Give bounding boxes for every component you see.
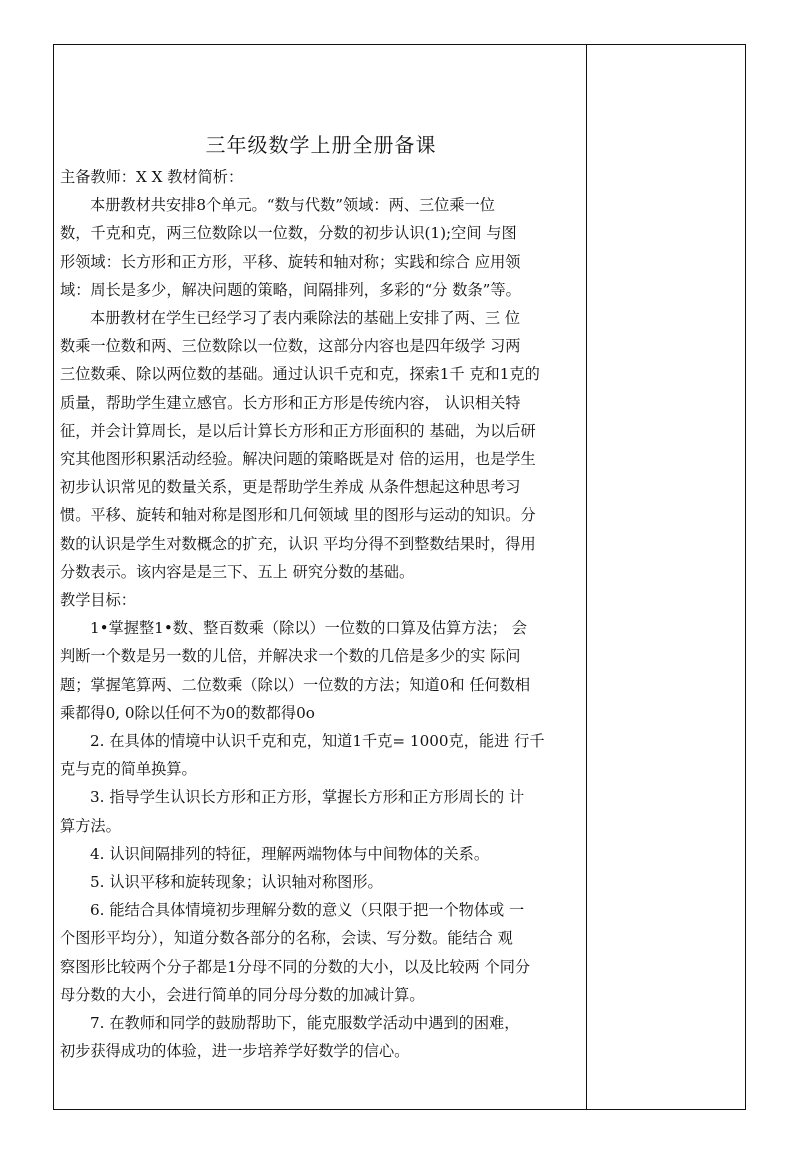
text-line: 数，千克和克，两三位数除以一位数，分数的初步认识(1);空间 与图 [60,224,517,243]
text-line: 本册教材共安排8个单元。“数与代数”领域：两、三位乘一位 [90,196,495,215]
text-line: 征，并会计算周长，是以后计算长方形和正方形面积的 基础，为以后研 [60,421,536,440]
text-line: 算方法。 [60,816,121,835]
text-line: 个图形平均分），知道分数各部分的名称，会读、写分数。能结合 观 [60,929,513,948]
text-line: 数乘一位数和两、三位数除以一位数，这部分内容也是四年级学 习两 [60,337,521,356]
text-line: 察图形比较两个分子都是1分母不同的分数的大小，以及比较两 个同分 [60,957,531,976]
text-line: 三位数乘、除以两位数的基础。通过认识千克和克，探索1千 克和1克的 [60,365,540,384]
text-line: 本册教材在学生已经学习了表内乘除法的基础上安排了两、三 位 [90,309,521,328]
text-line: 克与克的简单换算。 [60,760,197,779]
text-line: 7. 在教师和同学的鼓励帮助下，能克服数学活动中遇到的困难， [90,1014,520,1033]
column-divider [586,45,587,1109]
text-line: 1•掌握整1•数、整百数乘（除以）一位数的口算及估算方法； 会 [90,619,527,638]
text-line: 形领域：长方形和正方形，平移、旋转和轴对称；实践和综合 应用领 [60,252,521,271]
text-line: 6. 能结合具体情境初步理解分数的意义（只限于把一个物体或 一 [90,901,525,920]
text-line: 初步获得成功的体验，进一步培养学好数学的信心。 [60,1042,410,1061]
text-line: 题；掌握笔算两、二位数乘（除以）一位数的方法；知道0和 任何数相 [60,675,531,694]
text-line: 2. 在具体的情境中认识千克和克，知道1千克= 1000克，能进 行千 [90,732,545,751]
text-line: 初步认识常见的数量关系，更是帮助学生养成 从条件想起这种思考习 [60,478,521,497]
document-body [60,163,582,1066]
text-line: 质量，帮助学生建立感官。长方形和正方形是传统内容， 认识相关特 [60,393,521,412]
text-line: 分数表示。该内容是是三下、五上 研究分数的基础。 [60,562,415,581]
content-cell [60,129,582,1066]
text-line: 主备教师：X X 教材简析： [60,168,244,186]
text-line: 3. 指导学生认识长方形和正方形，掌握长方形和正方形周长的 计 [90,788,525,807]
text-line: 乘都得0, 0除以任何不为0的数都得0o [60,703,315,722]
text-line: 域：周长是多少，解决问题的策略，间隔排列，多彩的“分 数条”等。 [60,280,521,299]
document-table [53,44,746,1110]
text-line: 5. 认识平移和旋转现象；认识轴对称图形。 [90,873,383,892]
text-line: 判断一个数是另一数的儿倍，并解决求一个数的几倍是多少的实 际问 [60,647,521,666]
text-line: 母分数的大小，会进行简单的同分母分数的加减计算。 [60,985,425,1004]
document-title: 三年级数学上册全册备课 [205,133,437,157]
text-line: 教学目标： [60,591,136,610]
text-line: 数的认识是学生对数概念的扩充，认识 平均分得不到整数结果时，得用 [60,534,536,553]
text-line: 惯。平移、旋转和轴对称是图形和几何领域 里的图形与运动的知识。分 [60,506,536,525]
text-line: 究其他图形积累活动经验。解决问题的策略既是对 倍的运用，也是学生 [60,450,536,469]
text-line: 4. 认识间隔排列的特征，理解两端物体与中间物体的关系。 [90,844,490,863]
